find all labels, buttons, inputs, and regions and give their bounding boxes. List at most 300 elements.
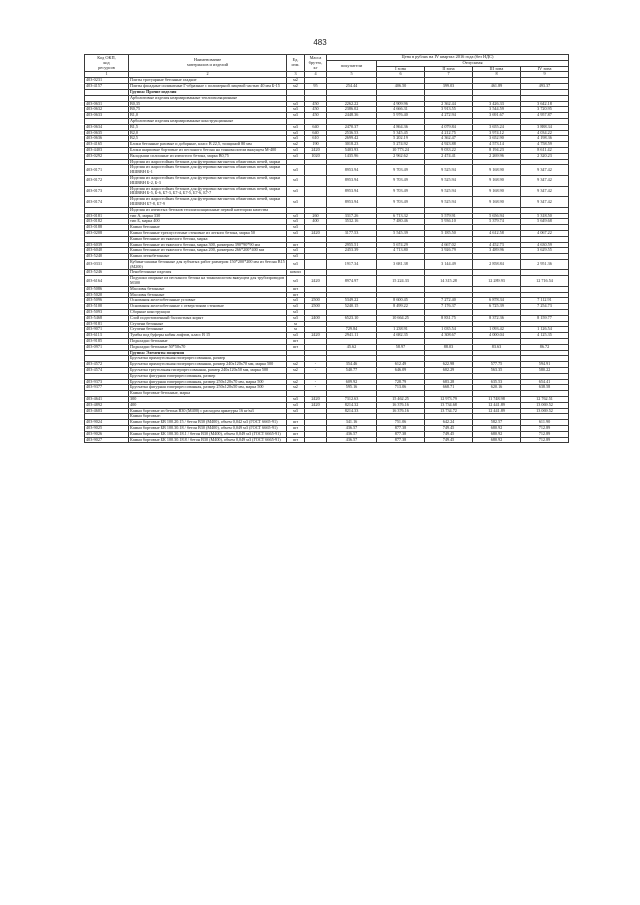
cell-code: 403-9024 — [85, 420, 129, 426]
cell-price: 7 112.91 — [521, 298, 569, 304]
cell-price: 8214.33 — [327, 408, 377, 414]
cell-unit: м3 — [287, 310, 305, 316]
header-zone3: III зона — [473, 66, 521, 72]
cell-price: 3 974.12 — [473, 130, 521, 136]
cell-price: 13 069.52 — [521, 408, 569, 414]
cell-price: 13 734.68 — [425, 402, 473, 408]
cell-price: 1917.34 — [327, 259, 377, 270]
cell-name: Брусчатка фигурная гиперпрессованная, размер — [129, 373, 287, 379]
cell-price: 642.24 — [425, 420, 473, 426]
cell-mass: 2400 — [305, 315, 327, 321]
cell-price: 8 611.42 — [521, 147, 569, 153]
cell-code: 403-5093 — [85, 310, 129, 316]
cell-name: Камни бортовые БВ 100.30.18 / бетон В30 (М400), объем 0,049 м3 (ГОСТ 6665-91) — [129, 426, 287, 432]
cell-code: 403-0182 — [85, 219, 129, 225]
cell-code: 403-5020 — [85, 292, 129, 298]
cell-price: 580.22 — [521, 368, 569, 374]
cell-unit: м2 — [287, 379, 305, 385]
table-row — [85, 197, 569, 208]
cell-code: 403-0171 — [85, 165, 129, 176]
table-row — [85, 259, 569, 270]
cell-name: В0,75 — [129, 107, 287, 113]
cell-price: 5 318.50 — [521, 213, 569, 219]
cell-unit: м2 — [287, 368, 305, 374]
cell-mass: 640 — [305, 124, 327, 130]
price-table — [84, 54, 569, 443]
cell-unit: шт — [287, 286, 305, 292]
cell-price: 6 878.34 — [473, 298, 521, 304]
cell-mass — [305, 437, 327, 443]
cell-unit: шт — [287, 292, 305, 298]
table-row — [85, 165, 569, 176]
header-zone1: I зона — [377, 66, 425, 72]
cell-name: Изделия из жаростойких бетонов для футеровки вагонеток обжиговых печей, марки ИШВВН Б7-8, Б7-9 — [129, 197, 287, 208]
cell-unit: м3 — [287, 298, 305, 304]
cell-price: 9 347.42 — [521, 165, 569, 176]
cell-price: 4 630.59 — [521, 242, 569, 248]
cell-code: 403-0173 — [85, 186, 129, 197]
cell-price: 3532.16 — [327, 219, 377, 225]
cell-code: 403-9026 — [85, 431, 129, 437]
cell-price: 2 858.84 — [473, 259, 521, 270]
cell-price: 594.91 — [521, 362, 569, 368]
cell-mass: - — [305, 385, 327, 391]
cell-price: 622.98 — [425, 362, 473, 368]
cell-unit: м3 — [287, 397, 305, 403]
cell-price: 4 272.94 — [425, 113, 473, 119]
cell-mass — [305, 175, 327, 186]
cell-mass — [305, 186, 327, 197]
cell-name: Камни бортовые БК 100.30.18.8 / бетон В30 (М400), объем 0,049 м3 (ГОСТ 6665-91) — [129, 437, 287, 443]
header-code: Код ОКП, код ресурсов — [85, 55, 129, 72]
cell-price: 8974.97 — [327, 276, 377, 287]
cell-price: 3 655.24 — [473, 124, 521, 130]
cell-code: 403-0174 — [85, 197, 129, 208]
cell-mass: 450 — [305, 113, 327, 119]
cell-name: Подушки опорные из песчаного бетона на тонкомолотом вяжущем для трубопроводов М300 — [129, 276, 287, 287]
cell-mass: 400 — [305, 219, 327, 225]
cell-name: Плиты фасадные силикатные Г-образные с полимерной лицевой частью 40 мм Б-15 — [129, 84, 287, 90]
cell-price: 563.35 — [473, 368, 521, 374]
cell-price: 12 441.89 — [473, 408, 521, 414]
cell-unit: м3 — [287, 333, 305, 339]
cell-price: 8 831.75 — [425, 315, 473, 321]
cell-price: 2470.37 — [327, 124, 377, 130]
cell-price: 680.92 — [473, 431, 521, 437]
cell-code: 403-0635 — [85, 130, 129, 136]
cell-price: 15 462.25 — [377, 397, 425, 403]
cell-name: Изделия из жаростойких бетонов для футеровки вагонеток обжиговых печей, марки ИШВВН Б-1 — [129, 165, 287, 176]
cell-name: Камни бетонные — [129, 225, 287, 231]
cell-code: 403-4403 — [85, 147, 129, 153]
cell-name: В2,0 — [129, 130, 287, 136]
cell-name: Ступени бетонные — [129, 321, 287, 327]
cell-code: 403-6039 — [85, 242, 129, 248]
cell-price: 9 703.49 — [377, 186, 425, 197]
cell-code: 403-5086 — [85, 286, 129, 292]
cell-unit: м2 — [287, 362, 305, 368]
cell-price: 4 758.59 — [521, 142, 569, 148]
cell-price: 3177.53 — [327, 230, 377, 236]
cell-price: 877.38 — [377, 431, 425, 437]
cell-unit: м3 — [287, 124, 305, 130]
cell-price: 2386.02 — [327, 107, 377, 113]
cell-price: 2453.39 — [327, 248, 377, 254]
cell-unit: м3 — [287, 197, 305, 208]
cell-mass: - — [305, 362, 327, 368]
cell-unit: шт — [287, 426, 305, 432]
cell-price: 9 703.49 — [377, 197, 425, 208]
cell-name: Тумбы под буферы кабин лифтов, класс В 15 — [129, 333, 287, 339]
cell-price: 680.92 — [473, 437, 521, 443]
cell-name: В2,5 — [129, 136, 287, 142]
cell-name: Подкладки бетонные 50*50х70 — [129, 344, 287, 350]
cell-unit: м2 — [287, 142, 305, 148]
cell-unit: м3 — [287, 113, 305, 119]
cell-name: Камни легкобетонные — [129, 254, 287, 260]
cell-price: 3 489.96 — [473, 248, 521, 254]
cell-price: 4 308.67 — [425, 333, 473, 339]
cell-price: 8953.94 — [327, 175, 377, 186]
cell-price: 4 713.80 — [377, 248, 425, 254]
cell-name: Кубики-шашки бетонные для зубчатых работ размером 150*200*200 мм из бетона В15 (М200) — [130, 259, 285, 269]
cell-unit: м3 — [287, 254, 305, 260]
cell-mass: 640 — [305, 130, 327, 136]
cell-name: тип Б, марка 400 — [129, 219, 287, 225]
cell-unit: м3 — [287, 107, 305, 113]
cell-price: 5403.93 — [327, 147, 377, 153]
cell-name: Подкладки бетонные — [129, 339, 287, 345]
cell-price: 2 320.23 — [521, 153, 569, 159]
cell-price: 2 951.36 — [521, 259, 569, 270]
cell-price: 5 185.50 — [425, 230, 473, 236]
cell-price: 712.89 — [521, 431, 569, 437]
cell-price: 5 379.74 — [473, 219, 521, 225]
cell-mass: 95 — [305, 84, 327, 90]
cell-code: 403-0636 — [85, 136, 129, 142]
cell-price: 620.16 — [473, 385, 521, 391]
cell-price: 683.28 — [425, 379, 473, 385]
cell-mass: 260 — [305, 213, 327, 219]
cell-name: Блоки бетонные разовые и доборные, класс В 22,5, толщиной 80 мм — [129, 142, 287, 148]
cell-price: 436.57 — [327, 431, 377, 437]
cell-price: 12 762.51 — [521, 397, 569, 403]
cell-price: 8953.94 — [327, 197, 377, 208]
cell-name: Арболитовые изделия неармированные конструкционные — [129, 118, 287, 124]
cell-price: 5 202.19 — [377, 136, 425, 142]
cell-name: Группа: Прочие изделия — [129, 89, 287, 95]
cell-name: Камни бетонные из тяжелого бетона, марка 300, размером 390*90*90 мм — [129, 242, 287, 248]
cell-price: 436.57 — [327, 426, 377, 432]
cell-price: 5 976.40 — [377, 113, 425, 119]
cell-price: 712.89 — [521, 426, 569, 432]
cell-price: 6523.10 — [327, 315, 377, 321]
cell-mass: 1020 — [305, 153, 327, 159]
cell-price: 9 168.90 — [473, 197, 521, 208]
cell-price: 5240.15 — [327, 304, 377, 310]
cell-price: 8953.94 — [327, 186, 377, 197]
cell-name: В1,0 — [129, 113, 287, 119]
cell-price: 8 372.36 — [473, 315, 521, 321]
column-number: 8 — [473, 72, 521, 78]
cell-price: 4 909.96 — [377, 101, 425, 107]
cell-price: 2699.42 — [327, 136, 377, 142]
cell-name: Брусчатка фигурная гиперпрессованная, размер 250х120х50 мм, марка 500 — [129, 385, 287, 391]
cell-price: 399.03 — [425, 84, 473, 90]
cell-price: 654.41 — [521, 379, 569, 385]
cell-name: Сборные конструкции — [129, 310, 287, 316]
cell-price: 5 345.45 — [377, 130, 425, 136]
cell-unit: шт — [287, 344, 305, 350]
cell-price: 3 926.79 — [425, 248, 473, 254]
cell-name: Брусчатка прямоугольная гиперпрессованная, размер 240х120х70 мм, марка 500 — [129, 362, 287, 368]
cell-code: 403-4641 — [85, 397, 129, 403]
cell-price: 749.45 — [425, 431, 473, 437]
cell-unit: м — [287, 327, 305, 333]
cell-price: 4 864.36 — [377, 124, 425, 130]
cell-code: 403-0208 — [85, 230, 129, 236]
cell-price: 3317.26 — [327, 213, 377, 219]
column-number: 3 — [287, 72, 305, 78]
cell-price: 877.38 — [377, 426, 425, 432]
cell-code: 403-9025 — [85, 426, 129, 432]
cell-price: 13 069.52 — [521, 402, 569, 408]
cell-unit: м3 — [287, 153, 305, 159]
cell-price: 4 666.31 — [377, 107, 425, 113]
cell-mass: 450 — [305, 107, 327, 113]
cell-price: 3 652.90 — [473, 136, 521, 142]
cell-code: 403-6113 — [85, 333, 129, 339]
header-unit: Ед. изм. — [287, 55, 305, 72]
cell-unit: м3 — [287, 219, 305, 225]
cell-code: 403-9377 — [85, 385, 129, 391]
cell-price: 9 347.42 — [521, 175, 569, 186]
cell-price: 9 347.42 — [521, 197, 569, 208]
cell-price: 4 198.36 — [521, 136, 569, 142]
cell-unit: м3 — [287, 165, 305, 176]
cell-mass: - — [305, 368, 327, 374]
cell-price: 461.89 — [473, 84, 521, 90]
cell-price: 83.63 — [473, 344, 521, 350]
column-number: 9 — [521, 72, 569, 78]
cell-price: 12 716.54 — [521, 276, 569, 287]
cell-price: 2955.51 — [327, 242, 377, 248]
header-prices-title: Цена в рублях на IV квартал 2016 года (без НДС) — [327, 55, 569, 61]
cell-unit: м3 — [287, 259, 305, 270]
cell-price: 4 612.58 — [473, 230, 521, 236]
cell-price: 12 441.89 — [473, 402, 521, 408]
cell-code: 403-4165 — [85, 142, 129, 148]
cell-price: 2 362.44 — [425, 101, 473, 107]
cell-price: 877.38 — [377, 437, 425, 443]
cell-unit: шт — [287, 437, 305, 443]
cell-unit: шт — [287, 431, 305, 437]
cell-price: 635.53 — [473, 379, 521, 385]
cell-mass: 190 — [305, 142, 327, 148]
column-number: 7 — [425, 72, 473, 78]
page-number: 483 — [313, 38, 327, 47]
cell-price: 341.16 — [327, 420, 377, 426]
cell-price: 2448.36 — [327, 113, 377, 119]
cell-price: 6 713.32 — [377, 213, 425, 219]
cell-price: 354.46 — [327, 362, 377, 368]
cell-unit: м3 — [287, 130, 305, 136]
header-retail: покупатели — [327, 60, 377, 72]
cell-price: 9 703.49 — [377, 165, 425, 176]
cell-unit: шт — [287, 339, 305, 345]
cell-name: Изделия из жаростойких бетонов для футеровки вагонеток обжиговых печей, марки ИШВВН Б-5, Б-6, Б7-3, Б7-4, Б7-5, Б7-6, Б7-7 — [129, 186, 287, 197]
cell-price: 436.57 — [327, 437, 377, 443]
cell-price: 3 544.59 — [473, 107, 521, 113]
cell-price: 9 525.94 — [425, 186, 473, 197]
cell-price: 4 125.35 — [521, 333, 569, 339]
cell-price: 4 362.47 — [425, 136, 473, 142]
cell-name: Камни бетонные из тяжелого бетона, марка 200, размером 266*200*400 мм — [129, 248, 287, 254]
cell-name: Брусчатка прямоугольная гиперпрессованная, размер — [129, 356, 287, 362]
cell-code: 403-5100 — [85, 304, 129, 310]
cell-unit: м3 — [287, 230, 305, 236]
cell-unit: компл — [287, 270, 305, 276]
cell-price: 1435.96 — [327, 153, 377, 159]
cell-name: Камни бортовые бетонные, марка — [129, 391, 287, 397]
column-number: 1 — [85, 72, 129, 78]
cell-mass: 2420 — [305, 230, 327, 236]
cell-price: 8 600.45 — [377, 298, 425, 304]
cell-code: 403-0292 — [85, 153, 129, 159]
cell-price: 2536.53 — [327, 130, 377, 136]
cell-price: 5 649.68 — [521, 219, 569, 225]
cell-price: 14 315.28 — [425, 276, 473, 287]
cell-code: 403-0231 — [85, 78, 129, 84]
cell-price: 4 957.87 — [521, 113, 569, 119]
cell-price: 2 474.41 — [425, 153, 473, 159]
cell-code: 403-9071 — [85, 327, 129, 333]
cell-name: Камни бортовые из бетона В30 (М400) с расходом арматуры 16 кг/м3 — [129, 408, 287, 414]
cell-price: 16 376.16 — [377, 408, 425, 414]
cell-price: 4 034.22 — [521, 130, 569, 136]
cell-code: 403-4603 — [85, 408, 129, 414]
cell-price: 4 212.75 — [425, 130, 473, 136]
cell-unit: м3 — [287, 304, 305, 310]
cell-price: 8 194.23 — [473, 147, 521, 153]
cell-price: 577.75 — [473, 362, 521, 368]
cell-code: 403-5096 — [85, 298, 129, 304]
cell-name: тип А, марка 330 — [129, 213, 287, 219]
cell-price: 540.77 — [327, 368, 377, 374]
cell-price: 1 126.54 — [521, 327, 569, 333]
cell-price: 7 272.40 — [425, 298, 473, 304]
cell-price: 646.09 — [377, 368, 425, 374]
cell-mass: 610 — [305, 136, 327, 142]
cell-code: 403-9181 — [85, 321, 129, 327]
cell-price: 3 144.49 — [425, 259, 473, 270]
cell-price: 2 269.96 — [473, 153, 521, 159]
cell-name: Слой подготовленный балластных корыт — [129, 315, 287, 321]
cell-unit: м3 — [287, 186, 305, 197]
cell-name: Брусчатка треугольная гиперпрессованная, размер 240х120х50 мм, марка 500 — [129, 368, 287, 374]
cell-price: 728.79 — [377, 379, 425, 385]
cell-mass — [305, 197, 327, 208]
cell-price: 16 376.16 — [377, 402, 425, 408]
cell-code: 403-9027 — [85, 437, 129, 443]
header-prices-sub: Отпускная — [377, 60, 569, 66]
cell-price: 8214.32 — [327, 402, 377, 408]
cell-price: 612.49 — [377, 362, 425, 368]
column-number: 6 — [377, 72, 425, 78]
column-number: 2 — [129, 72, 287, 78]
cell-code: 403-0331 — [85, 259, 129, 270]
cell-price: 493.37 — [521, 84, 569, 90]
cell-unit: шт — [287, 420, 305, 426]
cell-name: Блоки шарповые бортовые из песчаного бетона на тонкомолотом вяжущем М-400 — [129, 147, 287, 153]
cell-unit: м3 — [287, 248, 305, 254]
cell-unit: м3 — [287, 402, 305, 408]
cell-code: 403-5246 — [85, 270, 129, 276]
cell-price: 8 159.77 — [521, 315, 569, 321]
cell-code: 403-0632 — [85, 107, 129, 113]
cell-price: 5 936.10 — [425, 219, 473, 225]
cell-price: 3018.23 — [327, 142, 377, 148]
cell-price: 712.89 — [521, 437, 569, 443]
cell-price: 9 347.42 — [521, 186, 569, 197]
cell-price: 602.29 — [425, 368, 473, 374]
cell-price: 10 664.25 — [377, 315, 425, 321]
cell-unit: шт — [287, 242, 305, 248]
cell-name: Основания железобетонные угловые — [129, 298, 287, 304]
cell-price: 8953.94 — [327, 165, 377, 176]
cell-price: 4 667.02 — [425, 242, 473, 248]
cell-code: 403-0634 — [85, 124, 129, 130]
cell-unit: м2 — [287, 84, 305, 90]
cell-name: Арболитовые изделия неармированные теплоизоляционные — [129, 95, 287, 101]
cell-unit: м3 — [287, 315, 305, 321]
cell-price: 2 962.62 — [377, 153, 425, 159]
cell-price: 9 525.94 — [425, 175, 473, 186]
cell-price: 7 254.73 — [521, 304, 569, 310]
header-zone4: IV зона — [521, 66, 569, 72]
cell-code: 403-9373 — [85, 379, 129, 385]
cell-code: 403-5240 — [85, 254, 129, 260]
cell-price: 5 656.94 — [473, 213, 521, 219]
header-mass: Масса брутто, кг — [305, 55, 327, 72]
cell-price: 668.71 — [425, 385, 473, 391]
cell-unit: м3 — [287, 175, 305, 186]
cell-price: 3 720.95 — [521, 107, 569, 113]
cell-unit: м3 — [287, 213, 305, 219]
cell-code: 403-0631 — [85, 101, 129, 107]
cell-code: 403-0181 — [85, 213, 129, 219]
cell-price: 713.06 — [377, 385, 425, 391]
cell-price: 254.44 — [327, 84, 377, 90]
cell-price: 45.62 — [327, 344, 377, 350]
cell-price: 7312.63 — [327, 397, 377, 403]
cell-price: 9 168.90 — [473, 175, 521, 186]
cell-price: 2941.11 — [327, 333, 377, 339]
cell-price: 15 224.33 — [377, 276, 425, 287]
cell-name: Вкладыши сплошные из ячеистого бетона, марка В0,75 — [129, 153, 287, 159]
cell-price: 5 274.92 — [377, 142, 425, 148]
cell-price: 9 168.90 — [473, 165, 521, 176]
cell-price: 582.57 — [473, 420, 521, 426]
cell-price: 12 289.93 — [473, 276, 521, 287]
cell-mass: 2420 — [305, 397, 327, 403]
cell-unit: м2 — [287, 78, 305, 84]
cell-price: 2262.22 — [327, 101, 377, 107]
cell-price: 5 674.29 — [377, 242, 425, 248]
cell-mass: 2500 — [305, 298, 327, 304]
cell-price: 749.45 — [425, 437, 473, 443]
cell-unit: м3 — [287, 408, 305, 414]
